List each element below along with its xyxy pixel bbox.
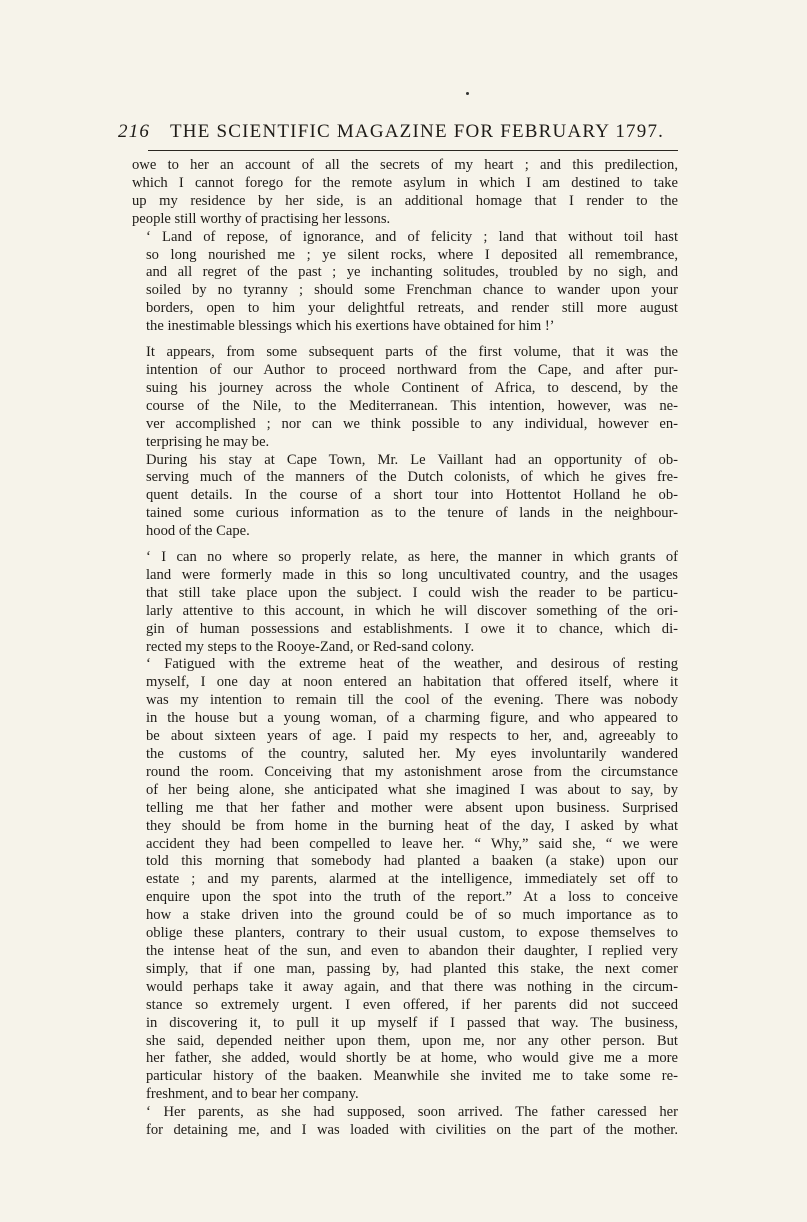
paragraph xyxy=(132,344,678,451)
text-line: land were formerly made in this so long uncultivated country, and the usages xyxy=(146,566,678,583)
text-line: serving much of the manners of the Dutch colonists, of which he gives fre- xyxy=(146,469,678,486)
text-line: the intense heat of the sun, and even to abandon their daughter, I replied very xyxy=(146,942,678,959)
paragraph xyxy=(132,549,678,656)
text-line: myself, I one day at noon entered an habitation that offered itself, where it xyxy=(146,674,678,691)
text-line: course of the Nile, to the Mediterranean. This intention, however, was ne- xyxy=(146,397,678,414)
text-line: of her being alone, she anticipated what she imagined I was about to say, by xyxy=(146,781,678,798)
running-head xyxy=(118,121,680,145)
text-line: the inestimable blessings which his exertions have obtained for him !’ xyxy=(146,318,555,335)
text-line: telling me that her father and mother were absent upon business. Surprised xyxy=(146,799,678,816)
text-line: ‘ I can no where so properly relate, as here, the manner in which grants of xyxy=(146,549,678,566)
text-line: she said, depended neither upon them, upon me, nor any other person. But xyxy=(146,1032,678,1049)
paragraph xyxy=(132,157,678,229)
text-line: ‘ Her parents, as she had supposed, soon arrived. The father caressed her xyxy=(146,1104,678,1121)
text-line: oblige these planters, contrary to their usual custom, to expose themselves to xyxy=(146,925,678,942)
text-line: round the room. Conceiving that my astonishment arose from the circumstance xyxy=(146,763,678,780)
text-line: her father, she added, would shortly be at home, who would give me a more xyxy=(146,1050,678,1067)
text-line: accident they had been compelled to leave her. “ Why,” said she, “ we were xyxy=(146,835,678,852)
paragraph xyxy=(132,229,678,336)
text-line: be about sixteen years of age. I paid my respects to her, and, agreeably to xyxy=(146,728,678,745)
text-line: so long nourished me ; ye silent rocks, where I deposited all remembrance, xyxy=(146,246,678,263)
text-line: rected my steps to the Rooye-Zand, or Red-sand colony. xyxy=(146,638,475,655)
text-line: soiled by no tyranny ; should some Frenchman chance to wander upon your xyxy=(146,282,678,299)
text-line: ‘ Land of repose, of ignorance, and of felicity ; land that without toil hast xyxy=(146,228,678,245)
text-line: particular history of the baaken. Meanwhile she invited me to take some re- xyxy=(146,1068,678,1085)
text-line: gin of human possessions and establishments. I owe it to chance, which di- xyxy=(146,620,678,637)
text-line: borders, open to him your delightful retreats, and render still more august xyxy=(146,300,678,317)
header-rule xyxy=(148,150,678,151)
text-line: larly attentive to this account, in which he will discover something of the ori- xyxy=(146,602,678,619)
running-title: THE SCIENTIFIC MAGAZINE FOR FEBRUARY 1797. xyxy=(170,121,665,142)
article-body xyxy=(132,157,678,1140)
text-line: simply, that if one man, passing by, had planted this stake, the next comer xyxy=(146,960,678,977)
text-line: stance so extremely urgent. I even offered, if her parents did not succeed xyxy=(146,996,678,1013)
text-line: people still worthy of practising her lessons. xyxy=(132,210,391,227)
text-line: up my residence by her side, is an additional homage that I render to the xyxy=(132,192,678,209)
text-line: would perhaps take it away again, and that there was nothing in the circum- xyxy=(146,978,678,995)
text-line: ‘ Fatigued with the extreme heat of the weather, and desirous of resting xyxy=(146,656,678,673)
text-line: It appears, from some subsequent parts of the first volume, that it was the xyxy=(146,344,678,361)
text-line: suing his journey across the whole Continent of Africa, to descend, by the xyxy=(146,379,678,396)
text-line: estate ; and my parents, alarmed at the intelligence, immediately set off to xyxy=(146,871,678,888)
text-line: in the house but a young woman, of a charming figure, and who appeared to xyxy=(146,710,678,727)
text-line: During his stay at Cape Town, Mr. Le Vaillant had an opportunity of ob- xyxy=(146,451,678,468)
text-line: quent details. In the course of a short tour into Hottentot Holland he ob- xyxy=(146,487,678,504)
text-line: tained some curious information as to the tenure of lands in the neighbour- xyxy=(146,505,678,522)
text-line: owe to her an account of all the secrets of my heart ; and this predilection, xyxy=(132,157,678,173)
text-line: told this morning that somebody had planted a baaken (a stake) upon our xyxy=(146,853,678,870)
text-line: terprising he may be. xyxy=(146,433,270,450)
text-line: was my intention to remain till the cool of the evening. There was nobody xyxy=(146,692,678,709)
text-line: intention of our Author to proceed northward from the Cape, and after pur- xyxy=(146,361,678,378)
text-line: which I cannot forego for the remote asylum in which I am destined to take xyxy=(132,174,678,191)
text-line: they should be from home in the burning heat of the day, I asked by what xyxy=(146,817,678,834)
text-line: and all regret of the past ; ye inchanting solitudes, troubled by no sigh, and xyxy=(146,264,678,281)
paragraph xyxy=(132,1104,678,1140)
ink-speck xyxy=(466,92,469,95)
text-line: that still take place upon the subject. I could wish the reader to be particu- xyxy=(146,584,678,601)
text-line: enquire upon the spot into the truth of the report.” At a loss to conceive xyxy=(146,889,678,906)
paragraph xyxy=(132,656,678,1104)
paragraph xyxy=(132,452,678,542)
text-line: for detaining me, and I was loaded with civilities on the part of the mother. xyxy=(146,1122,678,1139)
text-line: how a stake driven into the ground could be of so much importance as to xyxy=(146,907,678,924)
page-number: 216 xyxy=(118,121,151,142)
text-line: freshment, and to bear her company. xyxy=(146,1086,359,1103)
text-line: ver accomplished ; nor can we think possible to any individual, however en- xyxy=(146,415,678,432)
text-line: in discovering it, to pull it up myself if I passed that way. The business, xyxy=(146,1014,678,1031)
text-line: hood of the Cape. xyxy=(146,523,250,540)
text-line: the customs of the country, saluted her. My eyes involuntarily wandered xyxy=(146,746,678,762)
